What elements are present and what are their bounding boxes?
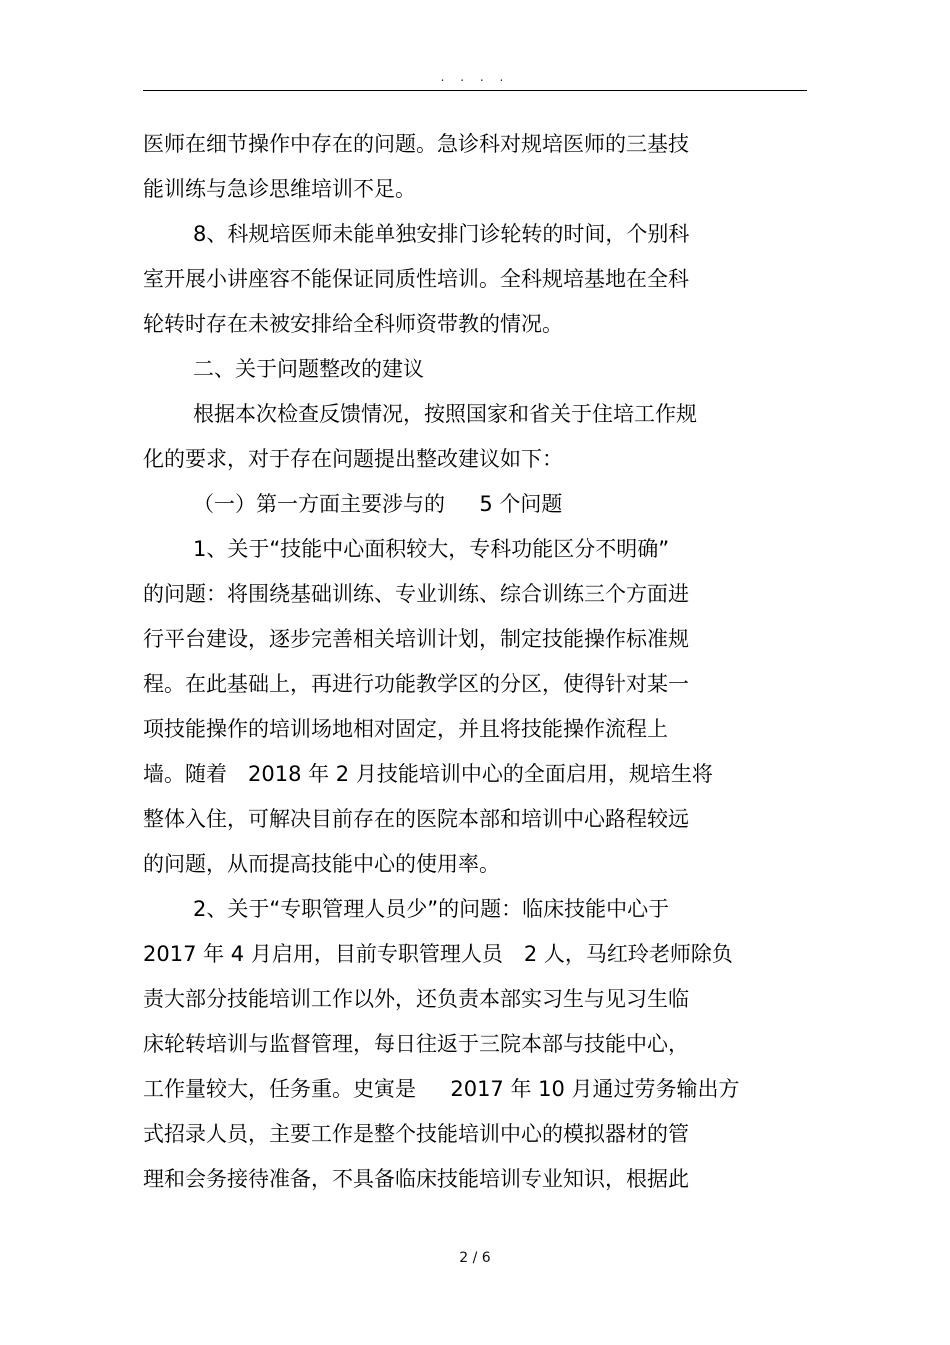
paragraph-line: 1、关于“技能中心面积较大，专科功能区分不明确” <box>193 537 670 561</box>
page-number: 2 / 6 <box>459 1250 491 1266</box>
paragraph-line: 室开展小讲座容不能保证同质性培训。全科规培基地在全科 <box>143 267 689 291</box>
paragraph-line: 理和会务接待准备，不具备临床技能培训专业知识，根据此 <box>143 1167 689 1191</box>
paragraph-line: 项技能操作的培训场地相对固定，并且将技能操作流程上 <box>143 717 668 741</box>
paragraph-line: 根据本次检查反馈情况，按照国家和省关于住培工作规 <box>193 402 697 426</box>
paragraph-line: 2017 年 4 月启用，目前专职管理人员 2 人，马红玲老师除负 <box>143 942 733 966</box>
paragraph-line: 医师在细节操作中存在的问题。急诊科对规培医师的三基技 <box>143 132 689 156</box>
paragraph-line: 8、科规培医师未能单独安排门诊轮转的时间，个别科 <box>193 222 690 246</box>
paragraph-line: 能训练与急诊思维培训不足。 <box>143 177 416 201</box>
paragraph-line: 程。在此基础上，再进行功能教学区的分区，使得针对某一 <box>143 672 689 696</box>
paragraph-line: 墙。随着 2018 年 2 月技能培训中心的全面启用，规培生将 <box>143 762 713 786</box>
header-rule <box>143 90 807 91</box>
paragraph-line: 式招录人员，主要工作是整个技能培训中心的模拟器材的管 <box>143 1122 689 1146</box>
paragraph-line: 工作量较大，任务重。史寅是 2017 年 10 月通过劳务输出方 <box>143 1077 740 1101</box>
paragraph-line: 的问题：将围绕基础训练、专业训练、综合训练三个方面进 <box>143 582 689 606</box>
paragraph-line: 行平台建设，逐步完善相关培训计划，制定技能操作标准规 <box>143 627 689 651</box>
paragraph-line: 床轮转培训与监督管理，每日往返于三院本部与技能中心， <box>143 1032 689 1056</box>
paragraph-line: 的问题，从而提高技能中心的使用率。 <box>143 852 500 876</box>
header-dots: . . . . <box>440 70 510 84</box>
paragraph-line: 化的要求，对于存在问题提出整改建议如下： <box>143 447 563 471</box>
paragraph-line: 责大部分技能培训工作以外，还负责本部实习生与见习生临 <box>143 987 689 1011</box>
subsection-heading: （一）第一方面主要涉与的 5 个问题 <box>193 492 563 516</box>
section-heading: 二、关于问题整改的建议 <box>193 357 424 381</box>
paragraph-line: 整体入住，可解决目前存在的医院本部和培训中心路程较远 <box>143 807 689 831</box>
paragraph-line: 2、关于“专职管理人员少”的问题：临床技能中心于 <box>193 897 670 921</box>
paragraph-line: 轮转时存在未被安排给全科师资带教的情况。 <box>143 312 563 336</box>
